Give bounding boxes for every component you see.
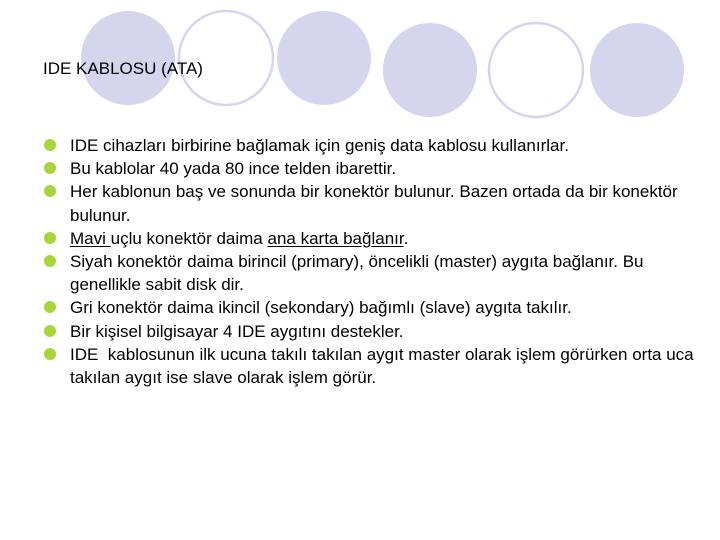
- bullet-item: [44, 227, 694, 250]
- bullet-item: [44, 296, 694, 319]
- bullet-item: [44, 157, 694, 180]
- bullet-dot-icon: [44, 185, 56, 197]
- bullet-item: [44, 250, 694, 296]
- bullet-item: [44, 320, 694, 343]
- bullet-text: Bu kablolar 40 yada 80 ince telden ibarettir.: [70, 159, 397, 179]
- bullet-text: Gri konektör daima ikincil (sekondary) bağımlı (slave) aygıta takılır.: [70, 298, 572, 318]
- bullet-text: IDE kablosunun ilk ucuna takılı takılan aygıt master olarak işlem görürken orta uca takılan aygıt ise slave olarak işlem görür.: [70, 344, 699, 388]
- circle-filled-2: [277, 11, 371, 105]
- bullet-text: Siyah konektör daima birincil (primary), öncelikli (master) aygıta bağlanır. Bu genellikle sabit disk dir.: [70, 252, 644, 295]
- bullet-text: Her kablonun baş ve sonunda bir konektör bulunur. Bazen ortada da bir konektör bulunur.: [70, 182, 678, 225]
- bullet-list: [44, 134, 699, 389]
- plain-text: uçlu konektör daima: [110, 228, 268, 248]
- underlined-text: Mavi: [70, 228, 111, 248]
- bullet-item: [44, 134, 694, 157]
- circle-filled-4: [590, 23, 684, 117]
- bullet-dot-icon: [44, 255, 56, 267]
- bullet-text: Bir kişisel bilgisayar 4 IDE aygıtını destekler.: [70, 321, 404, 341]
- bullet-text: IDE cihazları birbirine bağlamak için geniş data kablosu kullanırlar.: [70, 136, 569, 155]
- bullet-item: [44, 343, 699, 389]
- circle-outline-2: [489, 23, 583, 117]
- bullet-dot-icon: [44, 348, 56, 360]
- bullet-item: [44, 180, 694, 226]
- slide-title: IDE KABLOSU (ATA): [43, 59, 203, 78]
- bullet-dot-icon: [44, 301, 56, 313]
- bullet-dot-icon: [44, 139, 56, 151]
- bullet-text: [70, 229, 408, 248]
- circle-filled-3: [383, 23, 477, 117]
- bullet-dot-icon: [44, 325, 56, 337]
- underlined-text: ana karta bağlanır: [267, 228, 404, 248]
- bullet-dot-icon: [44, 162, 56, 174]
- plain-text: .: [403, 228, 409, 248]
- bullet-dot-icon: [44, 232, 56, 244]
